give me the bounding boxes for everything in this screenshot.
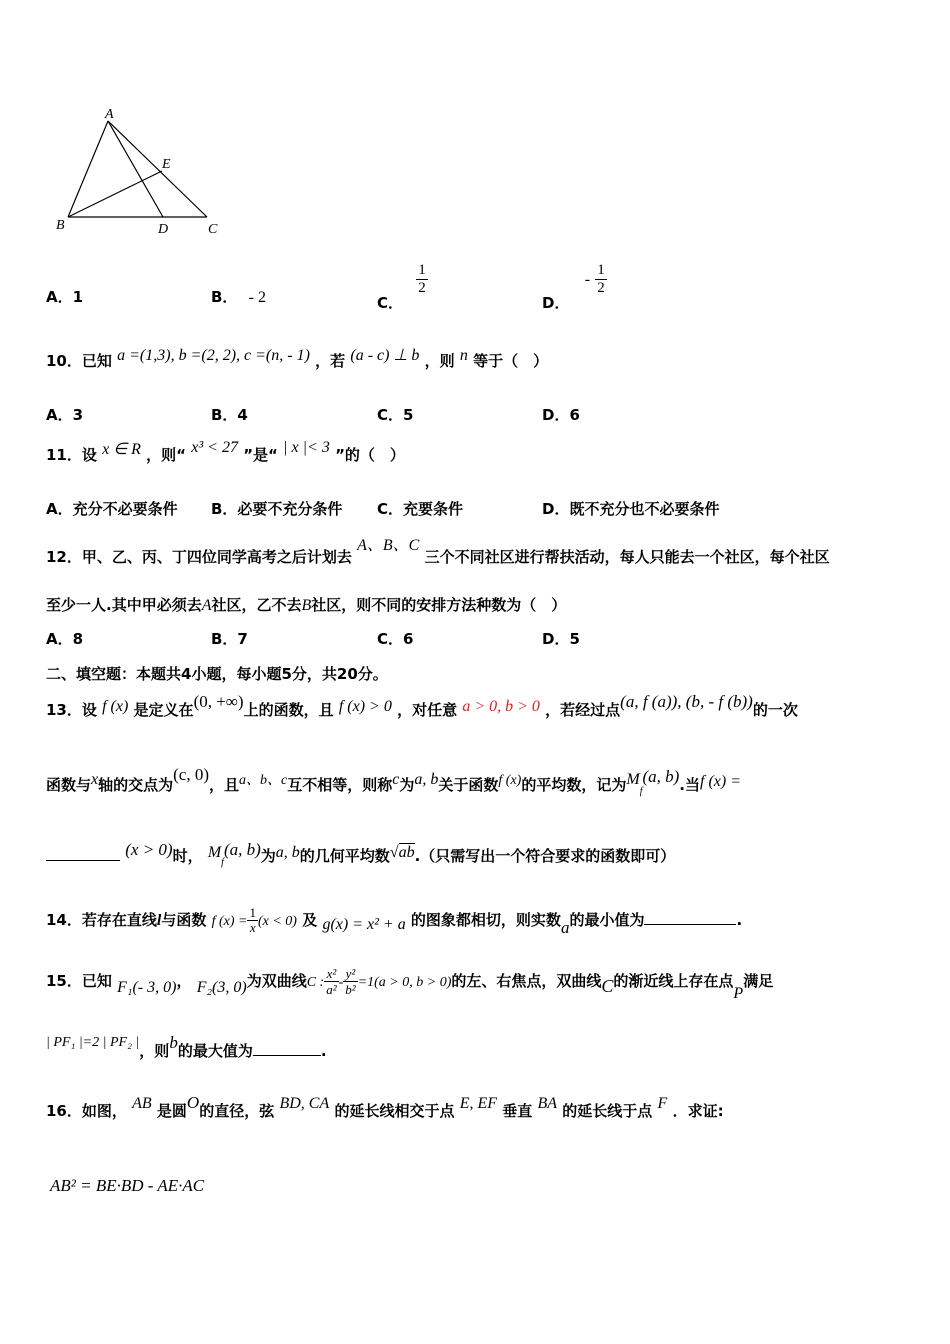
q13-p4: ，对任意 bbox=[397, 701, 458, 719]
question-10 bbox=[46, 347, 549, 371]
q9-option-c-numerator: 1 bbox=[418, 262, 426, 278]
question-13-line-1 bbox=[46, 692, 798, 720]
q13-domain: (0, +∞) bbox=[193, 692, 244, 711]
q15-condition: | PF₁ |=2 | PF₂ | bbox=[46, 1035, 140, 1050]
question-14 bbox=[46, 906, 742, 935]
q12-option-d: D．5 bbox=[542, 630, 580, 648]
q13-l2-5: 为 bbox=[399, 776, 415, 794]
q11-condition-1: x³ < 27 bbox=[191, 439, 238, 456]
q11-prefix: 11．设 bbox=[46, 446, 97, 464]
q11-set: x ∈ R bbox=[102, 441, 141, 458]
q15-b: b bbox=[169, 1033, 178, 1052]
q10-n: n bbox=[459, 347, 468, 364]
q15-c2: C bbox=[601, 976, 614, 996]
q12-line2-c: 社区，则不同的安排方法种数为（ ） bbox=[311, 596, 567, 614]
q13-l3-condition: (x > 0) bbox=[125, 840, 173, 859]
q10-option-d: D．6 bbox=[542, 406, 580, 424]
q12-line1-suffix: 三个不同社区进行帮扶活动，每人只能去一个社区，每个社区 bbox=[424, 548, 830, 566]
q11-option-b: B．必要不充分条件 bbox=[211, 500, 343, 518]
q14-end: . bbox=[736, 911, 743, 929]
q14-p3: 及 bbox=[302, 911, 318, 929]
q13-p3: 上的函数，且 bbox=[243, 701, 334, 719]
q14-p4: 的图象都相切，则实数 bbox=[410, 911, 561, 929]
q13-p2: 是定义在 bbox=[133, 701, 194, 719]
q15-answer-blank[interactable] bbox=[253, 1055, 321, 1056]
q12-line2-b: 社区，乙不去 bbox=[211, 596, 302, 614]
q13-l2-3: ，且 bbox=[209, 776, 240, 794]
q12-line1-prefix: 12．甲、乙、丙、丁四位同学高考之后计划去 bbox=[46, 548, 352, 566]
q16-p4: 的延长线相交于点 bbox=[334, 1102, 455, 1120]
q15-a2: a² bbox=[326, 982, 337, 997]
q13-l2-4: 互不相等，则称 bbox=[287, 776, 393, 794]
q15-y2: y² bbox=[343, 966, 357, 982]
q11-option-a: A．充分不必要条件 bbox=[46, 500, 178, 518]
q14-l: l bbox=[156, 912, 162, 929]
q16-proof: AB² = BE·BD - AE·AC bbox=[50, 1176, 205, 1195]
q9-option-b-value: - 2 bbox=[248, 289, 266, 306]
q14-f-left: f (x) = bbox=[211, 914, 248, 929]
q9-option-d bbox=[542, 262, 607, 312]
q13-l2-7: 的平均数，记为 bbox=[521, 776, 627, 794]
q13-l3-1: 时， bbox=[172, 847, 203, 865]
q12-option-a: A．8 bbox=[46, 630, 84, 648]
q9-option-d-label: D． bbox=[542, 294, 570, 312]
q16-p3: 的直径，弦 bbox=[199, 1102, 275, 1120]
q13-l2-6: 关于函数 bbox=[438, 776, 499, 794]
q16-p7: ．求证: bbox=[672, 1102, 724, 1120]
question-13-line-3 bbox=[46, 840, 676, 868]
vertex-label-c: C bbox=[208, 222, 218, 237]
q13-answer-blank[interactable] bbox=[46, 860, 120, 861]
q16-proof-equation bbox=[50, 1176, 204, 1196]
q15-f1: F₁(- 3, 0) bbox=[117, 979, 177, 996]
q15-p6: ，则 bbox=[139, 1042, 170, 1060]
q11-option-c: C．充要条件 bbox=[377, 500, 464, 518]
q10-mid2: ，则 bbox=[424, 352, 455, 370]
q14-p2: 与函数 bbox=[161, 911, 207, 929]
q16-p6: 的延长线于点 bbox=[562, 1102, 653, 1120]
q14-f-numerator: 1 bbox=[249, 905, 256, 920]
q9-option-b-label: B． bbox=[211, 288, 238, 306]
question-15-line-1 bbox=[46, 966, 774, 1002]
q16-p5: 垂直 bbox=[502, 1102, 533, 1120]
q9-option-a: A．1 bbox=[46, 288, 84, 306]
q13-fx2: f (x) bbox=[498, 773, 522, 788]
q16-e-ef: E, EF bbox=[459, 1095, 498, 1112]
q13-c0: (c, 0) bbox=[173, 765, 210, 784]
q13-m2-sub: f bbox=[221, 857, 224, 868]
q13-ab: a, b bbox=[414, 771, 439, 788]
q11-suffix: ”的（ ） bbox=[335, 446, 405, 464]
q13-l2-8: .当 bbox=[679, 776, 700, 794]
q10-option-a: A．3 bbox=[46, 406, 84, 424]
q13-c: c bbox=[392, 771, 400, 788]
q13-p1: 13．设 bbox=[46, 701, 97, 719]
q11-option-d: D．既不充分也不必要条件 bbox=[542, 500, 720, 518]
q14-p5: 的最小值为 bbox=[569, 911, 645, 929]
q14-f-right: (x < 0) bbox=[257, 914, 297, 929]
q9-option-b bbox=[211, 286, 266, 307]
question-12-line-2 bbox=[46, 594, 566, 615]
q14-f-denominator: x bbox=[249, 920, 256, 935]
q12-option-c: C．6 bbox=[377, 630, 414, 648]
q13-m-sub: f bbox=[639, 786, 643, 797]
question-13-line-2 bbox=[46, 765, 741, 797]
q10-vectors: a =(1,3), b =(2, 2), c =(n, - 1) bbox=[117, 347, 310, 364]
q13-m-ab: (a, b) bbox=[642, 767, 680, 786]
q12-a: A bbox=[201, 597, 212, 614]
q13-condition: f (x) > 0 bbox=[338, 698, 392, 715]
q14-g: g(x) = x² + a bbox=[322, 916, 406, 933]
q15-p5: 满足 bbox=[743, 972, 774, 990]
q14-answer-blank[interactable] bbox=[644, 924, 736, 925]
q15-c: C : bbox=[306, 975, 325, 990]
q13-fx: f (x) bbox=[102, 698, 129, 715]
q9-option-c-denominator: 2 bbox=[418, 280, 426, 296]
q15-sep: ， bbox=[176, 972, 192, 990]
q9-option-d-denominator: 2 bbox=[597, 280, 605, 296]
q15-p: P bbox=[733, 985, 744, 1002]
q16-p1: 16．如图， bbox=[46, 1102, 127, 1120]
q13-l3-4: .（只需写出一个符合要求的函数即可） bbox=[414, 847, 676, 865]
question-15-line-2 bbox=[46, 1033, 327, 1061]
q13-abc: a、b、c bbox=[239, 773, 288, 788]
q15-x2: x² bbox=[324, 966, 338, 982]
q16-ab: AB bbox=[132, 1095, 152, 1112]
q13-sqrt: √ab bbox=[389, 844, 415, 861]
q16-bd-ca: BD, CA bbox=[279, 1095, 330, 1112]
q13-l2-1: 函数与 bbox=[46, 776, 92, 794]
q9-option-d-sign: - bbox=[584, 271, 591, 288]
q12-b: B bbox=[301, 597, 312, 614]
q10-mid: ，若 bbox=[315, 352, 346, 370]
q15-b2: b² bbox=[345, 982, 356, 997]
q16-f: F bbox=[657, 1095, 668, 1112]
question-11 bbox=[46, 439, 405, 465]
q13-points: (a, f (a)), (b, - f (b)) bbox=[620, 692, 753, 711]
q13-p6: 的一次 bbox=[752, 701, 798, 719]
triangle-figure bbox=[50, 105, 230, 240]
q13-red-condition: a > 0, b > 0 bbox=[462, 698, 540, 715]
q10-suffix: 等于（ ） bbox=[473, 352, 549, 370]
q15-p1: 15．已知 bbox=[46, 972, 112, 990]
q13-fx3: f (x) = bbox=[700, 773, 741, 790]
q13-l2-2: 轴的交点为 bbox=[98, 776, 174, 794]
q15-p7: 的最大值为 bbox=[177, 1042, 253, 1060]
q10-prefix: 10．已知 bbox=[46, 352, 112, 370]
q15-eq: =1(a > 0, b > 0) bbox=[357, 975, 452, 990]
q12-abc: A、B、C bbox=[357, 537, 420, 554]
q13-m: M bbox=[626, 771, 640, 788]
section-2-heading: 二、填空题：本题共4小题，每小题5分，共20分。 bbox=[46, 665, 388, 683]
q10-condition: (a - c) ⊥ b bbox=[350, 347, 420, 364]
q9-option-c bbox=[377, 262, 428, 312]
q13-m2-ab: (a, b) bbox=[223, 840, 261, 859]
q12-line2-a: 至少一人.其中甲必须去 bbox=[46, 596, 202, 614]
q15-p2: 为双曲线 bbox=[246, 972, 307, 990]
q13-ab2: a, b bbox=[275, 844, 300, 861]
q9-option-d-numerator: 1 bbox=[597, 262, 605, 278]
vertex-label-a: A bbox=[105, 107, 114, 122]
q16-p2: 是圆 bbox=[156, 1102, 187, 1120]
question-12-line-1 bbox=[46, 537, 830, 567]
q15-end: . bbox=[320, 1042, 327, 1060]
question-16 bbox=[46, 1093, 724, 1121]
q9-option-c-label: C． bbox=[377, 294, 404, 312]
vertex-label-b: B bbox=[56, 218, 65, 233]
q11-mid: ，则“ bbox=[146, 446, 187, 464]
vertex-label-d: D bbox=[158, 222, 169, 237]
q14-p1: 14．若存在直线 bbox=[46, 911, 157, 929]
q11-mid2: ”是“ bbox=[243, 446, 278, 464]
q16-o: O bbox=[186, 1093, 200, 1112]
q16-ba: BA bbox=[537, 1095, 558, 1112]
q13-x: x bbox=[91, 771, 99, 788]
q13-l3-3: 的几何平均数 bbox=[299, 847, 390, 865]
q13-sqrt-arg: ab bbox=[398, 844, 415, 861]
q13-l3-2: 为 bbox=[260, 847, 276, 865]
q10-option-b: B．4 bbox=[211, 406, 248, 424]
q15-minus: - bbox=[338, 975, 344, 990]
vertex-label-e: E bbox=[162, 157, 171, 172]
q12-option-b: B．7 bbox=[211, 630, 248, 648]
q15-p4: 的渐近线上存在点 bbox=[613, 972, 734, 990]
q14-a: a bbox=[560, 918, 570, 937]
q15-p3: 的左、右焦点，双曲线 bbox=[451, 972, 602, 990]
q13-m2: M bbox=[207, 844, 222, 861]
q11-condition-2: | x |< 3 bbox=[283, 439, 330, 456]
q13-p5: ，若经过点 bbox=[545, 701, 621, 719]
q15-f2: F₂(3, 0) bbox=[196, 979, 247, 996]
q10-option-c: C．5 bbox=[377, 406, 414, 424]
